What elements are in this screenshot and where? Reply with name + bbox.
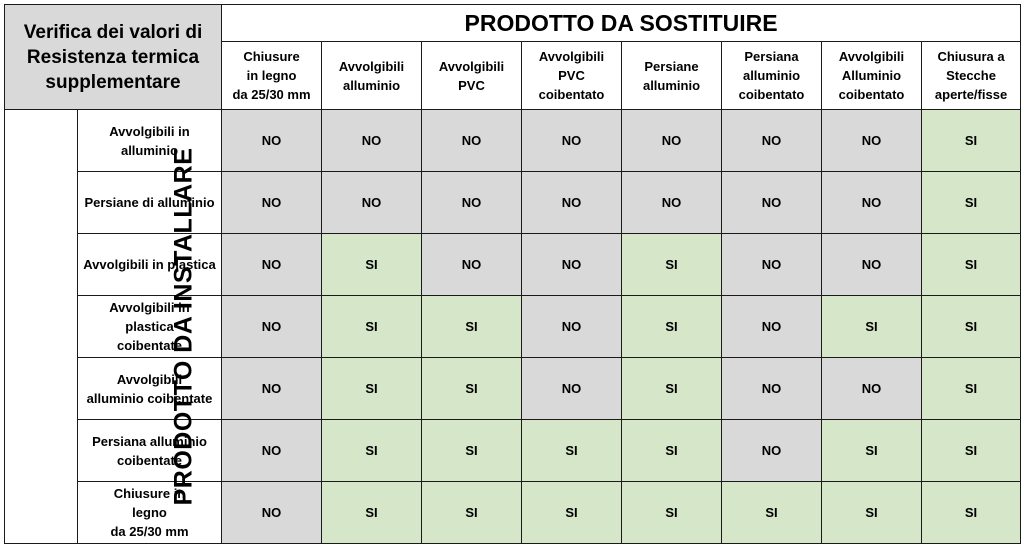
- table-row: [5, 110, 1021, 172]
- table-row: [5, 420, 1021, 482]
- table-row: [5, 234, 1021, 296]
- compatibility-cell: SI: [822, 296, 922, 358]
- compatibility-cell: SI: [922, 482, 1021, 544]
- compatibility-cell: NO: [222, 234, 322, 296]
- compatibility-cell: NO: [422, 234, 522, 296]
- row-header: Avvolgibili in plastica: [78, 234, 222, 296]
- compatibility-cell: NO: [822, 172, 922, 234]
- compatibility-cell: NO: [722, 234, 822, 296]
- compatibility-cell: SI: [722, 482, 822, 544]
- table-row: [5, 172, 1021, 234]
- compatibility-cell: NO: [522, 172, 622, 234]
- compatibility-cell: SI: [422, 420, 522, 482]
- compatibility-cell: SI: [422, 482, 522, 544]
- compatibility-cell: NO: [422, 172, 522, 234]
- row-header: Chiusure in legno da 25/30 mm: [78, 482, 222, 544]
- table-row: [5, 358, 1021, 420]
- compatibility-cell: NO: [522, 296, 622, 358]
- compatibility-cell: SI: [622, 358, 722, 420]
- compatibility-cell: SI: [422, 296, 522, 358]
- compatibility-cell: SI: [922, 358, 1021, 420]
- compatibility-cell: NO: [322, 172, 422, 234]
- compatibility-cell: NO: [822, 110, 922, 172]
- install-product-title: PRODOTTO DA INSTALLARE: [169, 147, 198, 506]
- compatibility-cell: NO: [222, 110, 322, 172]
- compatibility-cell: NO: [722, 358, 822, 420]
- column-header: Avvolgibili PVC: [422, 42, 522, 110]
- compatibility-cell: NO: [722, 420, 822, 482]
- compatibility-cell: NO: [522, 234, 622, 296]
- column-header: Chiusura a Stecche aperte/fisse: [922, 42, 1021, 110]
- compatibility-cell: NO: [722, 110, 822, 172]
- compatibility-cell: NO: [222, 172, 322, 234]
- compatibility-cell: SI: [522, 420, 622, 482]
- column-header: Avvolgibili alluminio: [322, 42, 422, 110]
- compatibility-cell: SI: [922, 296, 1021, 358]
- table-corner-title: Verifica dei valori di Resistenza termica supplementare: [5, 5, 222, 110]
- compatibility-cell: NO: [522, 110, 622, 172]
- row-header: Persiana alluminio coibentate: [78, 420, 222, 482]
- compatibility-cell: SI: [822, 420, 922, 482]
- compatibility-cell: NO: [222, 358, 322, 420]
- compatibility-cell: SI: [622, 234, 722, 296]
- compatibility-cell: NO: [622, 172, 722, 234]
- replaced-product-title: PRODOTTO DA SOSTITUIRE: [222, 5, 1021, 42]
- compatibility-cell: SI: [322, 358, 422, 420]
- column-header: Persiane alluminio: [622, 42, 722, 110]
- compatibility-cell: SI: [322, 420, 422, 482]
- table-row: [5, 482, 1021, 544]
- compatibility-cell: SI: [622, 296, 722, 358]
- compatibility-cell: SI: [622, 420, 722, 482]
- compatibility-cell: NO: [222, 420, 322, 482]
- compatibility-cell: NO: [722, 172, 822, 234]
- row-header: Avvolgibili in plastica coibentate: [78, 296, 222, 358]
- compatibility-cell: SI: [522, 482, 622, 544]
- compatibility-cell: NO: [822, 234, 922, 296]
- compatibility-cell: NO: [622, 110, 722, 172]
- compatibility-cell: SI: [422, 358, 522, 420]
- compatibility-cell: SI: [822, 482, 922, 544]
- row-header: Avvolgibili alluminio coibentate: [78, 358, 222, 420]
- compatibility-cell: NO: [822, 358, 922, 420]
- compatibility-cell: SI: [622, 482, 722, 544]
- column-header: Avvolgibili PVC coibentato: [522, 42, 622, 110]
- column-header: Chiusure in legno da 25/30 mm: [222, 42, 322, 110]
- compatibility-cell: SI: [322, 234, 422, 296]
- row-header: Avvolgibili in alluminio: [78, 110, 222, 172]
- compatibility-cell: SI: [922, 234, 1021, 296]
- row-header: Persiane di alluminio: [78, 172, 222, 234]
- compatibility-cell: SI: [922, 110, 1021, 172]
- compatibility-cell: NO: [422, 110, 522, 172]
- column-header: Persiana alluminio coibentato: [722, 42, 822, 110]
- compatibility-cell: NO: [322, 110, 422, 172]
- compatibility-matrix: [4, 4, 1021, 544]
- table-row: [5, 296, 1021, 358]
- compatibility-cell: SI: [922, 420, 1021, 482]
- compatibility-cell: NO: [222, 296, 322, 358]
- compatibility-cell: NO: [222, 482, 322, 544]
- compatibility-cell: NO: [522, 358, 622, 420]
- compatibility-cell: NO: [722, 296, 822, 358]
- compatibility-cell: SI: [922, 172, 1021, 234]
- compatibility-cell: SI: [322, 482, 422, 544]
- compatibility-cell: SI: [322, 296, 422, 358]
- column-header: Avvolgibili Alluminio coibentato: [822, 42, 922, 110]
